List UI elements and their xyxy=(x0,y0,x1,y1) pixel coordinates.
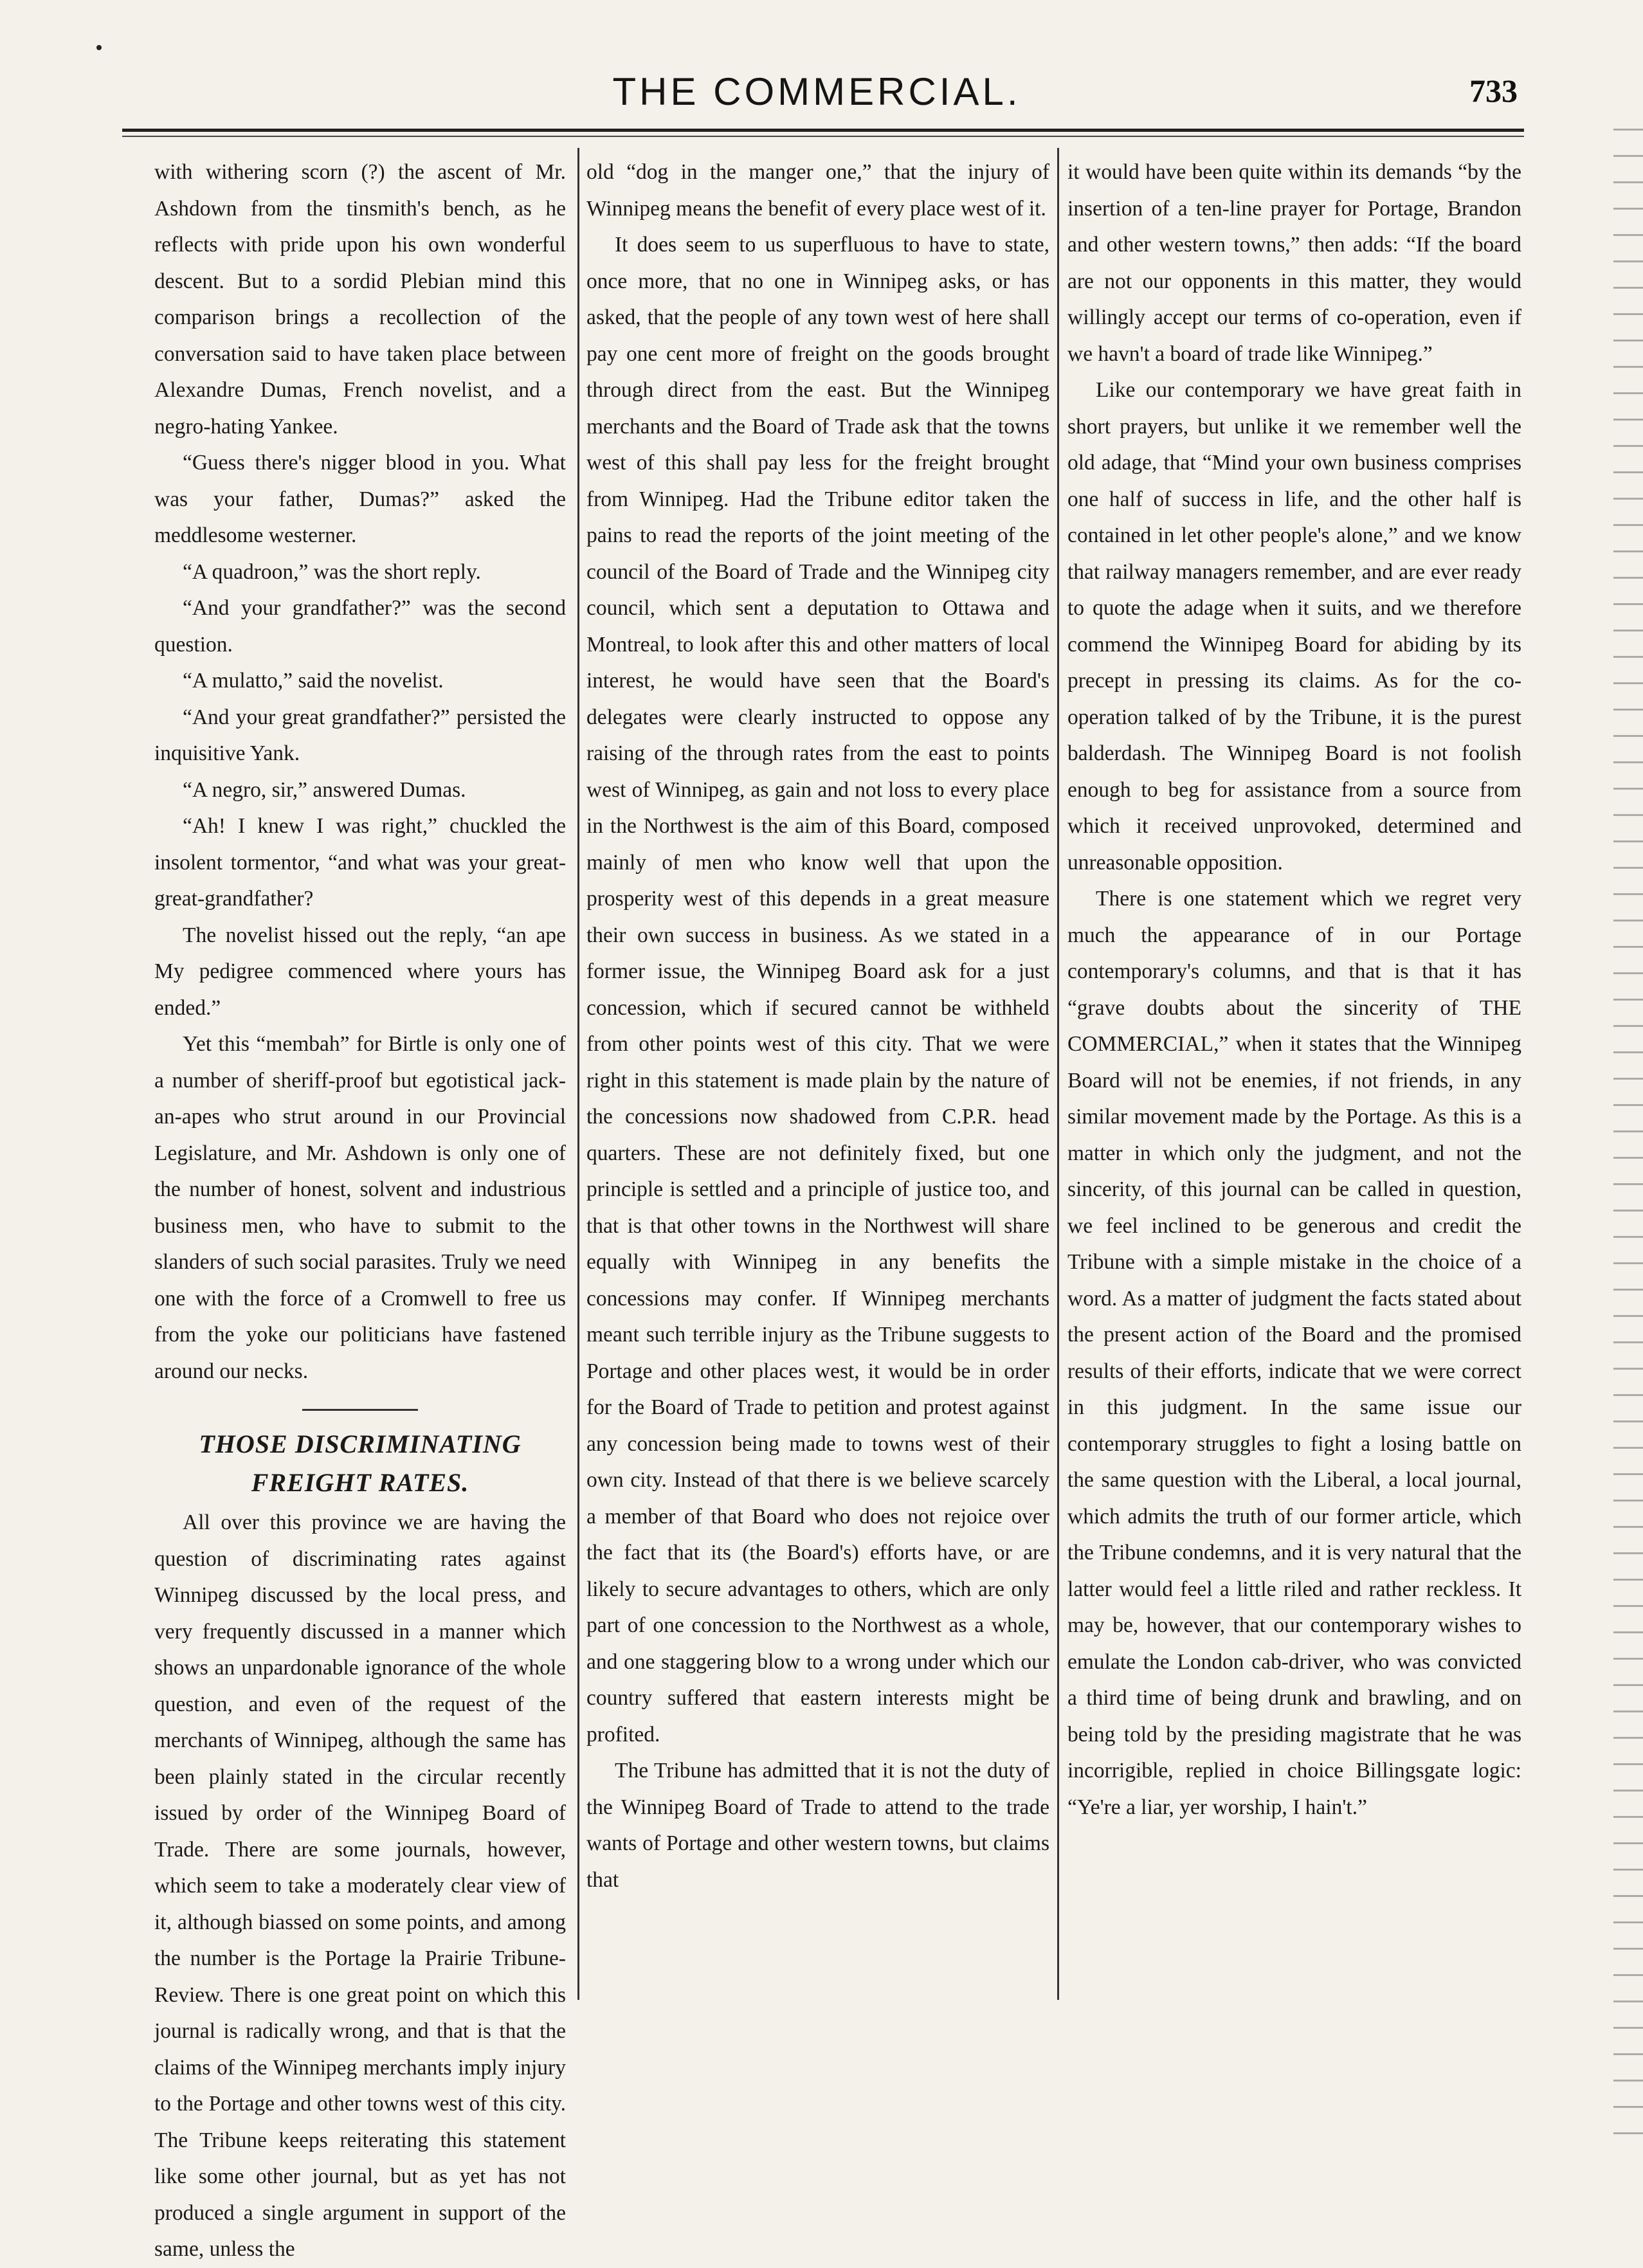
paragraph: “Guess there's nigger blood in you. What was your father, Dumas?” asked the meddlesome westerner. xyxy=(154,451,566,547)
section-heading: THOSE DISCRIMINATING FREIGHT RATES. xyxy=(199,1429,522,1497)
paragraph: “A quadroon,” was the short reply. xyxy=(183,559,481,584)
paragraph: Yet this “membah” for Birtle is only one of a number of sheriff-proof but egotistical jack-an-apes who strut around in our Provincial Legislature, and Mr. Ashdown is only one of the number of honest, solvent and industrious business men, who have to submit to the slanders of such social parasites. Truly we need one with the force of a Cromwell to free us from the yoke our politicians have fastened around our necks. xyxy=(154,1032,566,1383)
paragraph: old “dog in the manger one,” that the injury of Winnipeg means the benefit of every place west of it. xyxy=(586,160,1049,221)
paragraph: The novelist hissed out the reply, “an ape My pedigree commenced where yours has ended.” xyxy=(154,923,566,1020)
paragraph: with withering scorn (?) the ascent of Mr. Ashdown from the tinsmith's bench, as he reflects with pride upon his own wonderful descent. But to a sordid Plebian mind this comparison brings a recollection of the conversation said to have taken place between Alexandre Dumas, French novelist, and a negro-hating Yankee. xyxy=(154,160,566,439)
paragraph: “A mulatto,” said the novelist. xyxy=(183,669,444,693)
paragraph: “And your grandfather?” was the second question. xyxy=(154,596,566,657)
paragraph: “And your great grandfather?” persisted the inquisitive Yank. xyxy=(154,705,566,765)
paragraph: “A negro, sir,” answered Dumas. xyxy=(183,777,466,802)
scan-edge-marks xyxy=(1613,116,1643,2141)
paragraph: All over this province we are having the question of discriminating rates against Winnipeg discussed by the local press, and very frequently discussed in a manner which shows an unpardonable ignorance of the whole question, and even of the request of the merchants of Winnipeg, although the same has been plainly stated in the circular recently issued by order of the Winnipeg Board of Trade. There are some journals, however, which seem to take a moderately clear view of it, although biassed on some points, and among the number is the Portage la Prairie Tribune-Review. There is one great point on which this journal is radically wrong, and that is that the claims of the Winnipeg merchants imply injury to the Portage and other towns west of this city. The Tribune keeps reiterating this statement like some other journal, but as yet has not produced a single argument in support of the same, unless the xyxy=(154,1510,566,2261)
publication-title: THE COMMERCIAL. xyxy=(612,70,1021,113)
section-separator xyxy=(302,1409,418,1411)
paragraph: It does seem to us superfluous to have to state, once more, that no one in Winnipeg asks, or has asked, that the people of any town west of here shall pay one cent more of freight on the goods brought through direct from the east. But the Winnipeg merchants and the Board of Trade ask that the towns west of this shall pay less for the freight brought from Winnipeg. Had the Tribune editor taken the pains to read the reports of the joint meeting of the council of the Board of Trade and the Winnipeg city council, which sent a deputation to Ottawa and Montreal, to look after this and other matters of local interest, he would have seen that the Board's delegates were clearly instructed to oppose any raising of the through rates from the east to points west of Winnipeg, as gain and not loss to every place in the Northwest is the aim of this Board, composed mainly of men who know well that upon the prosperity west of this depends in a great measure their own success in business. As we stated in a former issue, the Winnipeg Board ask for a just concession, which if secured cannot be withheld from other points west of this city. That we were right in this statement is made plain by the nature of the concessions now shadowed from C.P.R. head quarters. These are not definitely fixed, but one principle is settled and a principle of justice too, and that is that other towns in the Northwest will share equally with Winnipeg in any benefits the concessions may confer. If Winnipeg merchants meant such terrible injury as the Tribune suggests to Portage and other places west, it would be in order for the Board of Trade to petition and protest against any concession being made to towns west of their own city. Instead of that there is we believe scarcely a member of that Board who does not rejoice over the fact that its (the Board's) efforts have, or are likely to secure advantages to others, which are only part of one concession to the Northwest as a whole, and one staggering blow to a wrong under which our country suffered that eastern interests might be profited. xyxy=(586,233,1049,1746)
paragraph: The Tribune has admitted that it is not the duty of the Winnipeg Board of Trade to attend to the trade wants of Portage and other western towns, but claims that xyxy=(586,1759,1049,1892)
paragraph: There is one statement which we regret very much the appearance of in our Portage contemporary's columns, and that is that it has “grave doubts about the sincerity of THE COMMERCIAL,” when it states that the Winnipeg Board will not be enemies, if not friends, in any similar movement made by the Portage. As this is a matter in which only the judgment, and not the sincerity, of this journal can be called in question, we feel inclined to be generous and credit the Tribune with a simple mistake in the choice of a word. As a matter of judgment the facts stated about the present action of the Board and the promised results of their efforts, indicate that we were correct in this judgment. In the same issue our contemporary struggles to fight a losing battle on the same question with the Liberal, a local journal, which admits the truth of our former article, which the Tribune condemns, and it is very natural that the latter would feel a little riled and rather reckless. It may be, however, that our contemporary wishes to emulate the London cab-driver, who was convicted a third time of being drunk and brawling, and on being told by the presiding magistrate that he was incorrigible, replied in choice Billingsgate logic: “Ye're a liar, yer worship, I hain't.” xyxy=(1067,887,1521,1819)
column-2 xyxy=(586,154,1049,2013)
scan-speck xyxy=(96,45,102,50)
column-divider xyxy=(1057,148,1059,2000)
page-number: 733 xyxy=(1469,73,1518,109)
masthead xyxy=(116,69,1518,121)
header-rule-thin xyxy=(122,136,1524,137)
column-1 xyxy=(154,154,566,2261)
column-3 xyxy=(1067,154,1521,2013)
paragraph: “Ah! I knew I was right,” chuckled the insolent tormentor, “and what was your great-great-grandfather? xyxy=(154,814,566,911)
paragraph: Like our contemporary we have great faith in short prayers, but unlike it we remember well the old adage, that “Mind your own business comprises one half of success in life, and the other half is contained in let other people's alone,” and we know that railway managers remember, and are ever ready to quote the adage when it suits, and we therefore commend the Winnipeg Board for abiding by its precept in pressing its claims. As for the co-operation talked of by the Tribune, it is the purest balderdash. The Winnipeg Board is not foolish enough to beg for assistance from a source from which it received unprovoked, determined and unreasonable opposition. xyxy=(1067,378,1521,875)
column-divider xyxy=(577,148,579,2000)
paragraph: it would have been quite within its demands “by the insertion of a ten-line prayer for Portage, Brandon and other western towns,” then adds: “If the board are not our opponents in this matter, they would willingly accept our terms of co-operation, even if we havn't a board of trade like Winnipeg.” xyxy=(1067,160,1521,366)
header-rule xyxy=(122,129,1524,132)
